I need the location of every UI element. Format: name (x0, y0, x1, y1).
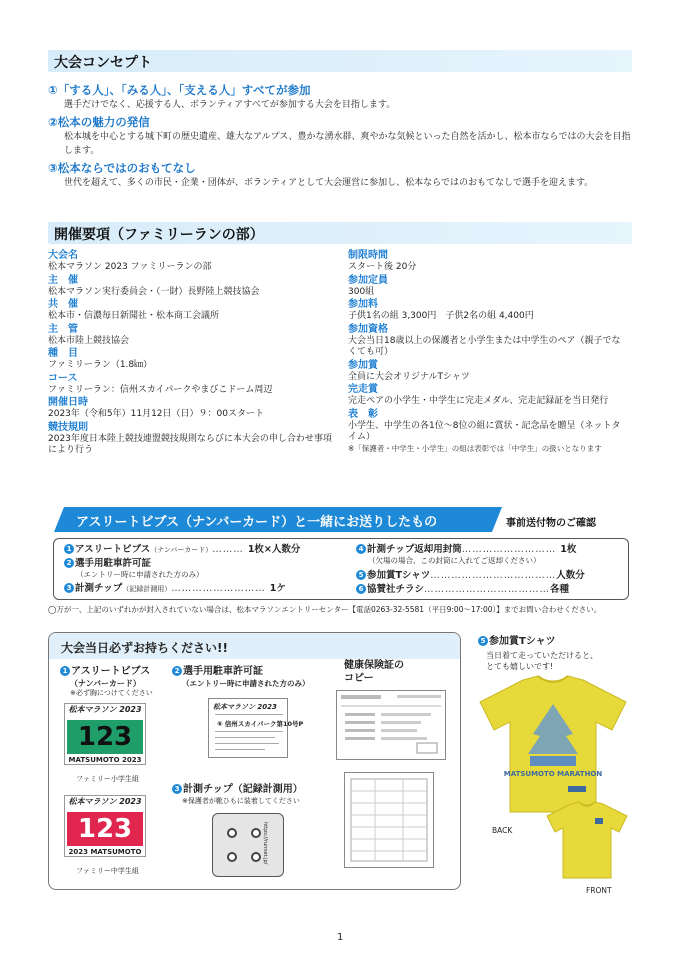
bib-card-number: 123 (67, 812, 143, 846)
bib-card-header: 松本マラソン 2023 (68, 797, 142, 806)
chip-hole (251, 828, 261, 838)
concept-item-3 (48, 160, 638, 190)
field-value: 2023年度日本陸上競技連盟競技規則ならびに本大会の申し合わせ事項により行う (48, 433, 332, 455)
outline-left-column (48, 250, 338, 458)
bib-card-elementary-caption: ファミリー小学生組 (76, 775, 139, 783)
field-value: 完走ペアの小学生・中学生に完走メダル、完走記録証を当日発行 (348, 396, 609, 406)
field-rules (48, 422, 338, 457)
field-value: 小学生、中学生の各1位〜8位の組に賞状・記念品を贈呈（ネットタイム） (348, 420, 621, 442)
number-badge: 1 (60, 666, 70, 676)
field-note: ※「保護者・中学生・小学生」の組は表彰では「中学生」の扱いとなります (348, 443, 602, 453)
bring-insurance-title-2: コピー (344, 673, 374, 684)
permit-header: 松本マラソン 2023 (213, 703, 277, 711)
outline-heading: 開催要項（ファミリーランの部） (54, 227, 264, 243)
leader-dots: ……………………………… (424, 584, 551, 595)
permit-line (215, 749, 265, 750)
bib-card-number: 123 (67, 720, 143, 754)
field-participation-prize (348, 360, 638, 384)
bring-bib-title-2: （ナンバーカード） (70, 679, 141, 688)
number-badge: 6 (356, 584, 366, 594)
permit-place: ⑥ 信州スカイパーク第10号P (217, 720, 304, 728)
bib-item-name: 計測チップ (75, 583, 123, 594)
field-label: 種 目 (48, 348, 78, 359)
bib-heading: アスリートビブス（ナンバーカード）と一緒にお送りしたもの (76, 515, 438, 530)
bib-card-junior-high-caption: ファミリー中学生組 (76, 867, 139, 875)
field-value: 300組 (348, 286, 375, 297)
bring-heading: 大会当日必ずお持ちください!! (61, 641, 228, 655)
bib-item-name: 協賛社チラシ (367, 584, 425, 595)
field-value: 松本市・信濃毎日新聞社・松本商工会議所 (48, 311, 220, 321)
bib-item-qty: 1枚 (560, 544, 577, 555)
concept-body-1: 選手だけでなく、応援する人、ボランティアすべてが参加する大会を目指します。 (64, 100, 396, 110)
bring-permit-title: 2 選手用駐車許可証 (172, 666, 263, 678)
tshirt-front-image (545, 800, 629, 880)
field-label: 大会名 (48, 250, 78, 261)
field-label: 共 催 (48, 299, 78, 310)
tshirt-print: MATSUMOTO MARATHON (503, 770, 603, 778)
concept-item-2 (48, 114, 638, 158)
number-badge: 2 (64, 558, 74, 568)
permit-line (215, 737, 275, 738)
leader-dots: ……………………… (461, 544, 561, 555)
insurance-card-image (336, 690, 446, 760)
chip-hole (227, 828, 237, 838)
bib-item-4-sub: （欠場の場合、この封筒に入れてご返却ください） (368, 556, 541, 565)
field-date (48, 397, 338, 421)
bib-item-qty: 1枚×人数分 (247, 544, 301, 555)
field-value: 子供1名の組 3,300円 子供2名の組 4,400円 (348, 311, 534, 321)
concept-body-3: 世代を超えて、多くの市民・企業・団体が、ボランティアとして大会運営に参加し、松本ならではのおもてなしで選手を迎えます。 (64, 178, 594, 188)
contact-footnote: ◯万が一、上記のいずれかが封入されていない場合は、松本マラソンエントリーセンター【電話0263-32-5581（平日9:00〜17:00）】までお問い合わせください。 (48, 605, 602, 614)
number-badge: 2 (172, 666, 182, 676)
field-value: 松本マラソン 2023 ファミリーランの部 (48, 262, 212, 272)
field-time-limit (348, 250, 638, 274)
bib-item-1 (64, 544, 300, 556)
field-management (48, 324, 338, 348)
field-capacity (348, 275, 638, 299)
bib-item-name: 計測チップ返却用封筒 (367, 544, 462, 555)
number-badge: 3 (64, 583, 74, 593)
tshirt-desc-2: とても嬉しいです! (486, 662, 554, 671)
field-label: 完走賞 (348, 384, 378, 395)
bring-chip-note: ※保護者が靴ひもに装着してください (182, 797, 300, 805)
concept-heading: 大会コンセプト (54, 55, 152, 71)
field-co-organizer (48, 299, 338, 323)
number-badge: 4 (356, 544, 366, 554)
field-organizer (48, 275, 338, 299)
bib-item-name: アスリートビブス (75, 544, 151, 555)
concept-title-2: 松本の魅力の発信 (57, 115, 150, 129)
bib-item-2 (64, 558, 151, 570)
field-label: 参加資格 (348, 323, 388, 335)
permit-line (215, 743, 279, 744)
tshirt-desc-1: 当日着て走っていただけると、 (486, 651, 598, 660)
bring-chip-title: 3 計測チップ（記録計測用） (172, 784, 303, 796)
bring-insurance-title: 健康保険証の (344, 660, 404, 671)
bib-item-5 (356, 570, 585, 582)
field-value: ファミリーラン（1.8㎞） (48, 360, 153, 370)
bring-permit-note: （エントリー時に申請された方のみ） (182, 679, 310, 688)
field-value: 大会当日18歳以上の保護者と小学生または中学生のペア（親子でなくても可） (348, 335, 621, 357)
field-value: 全員に大会オリジナルTシャツ (348, 371, 470, 382)
field-label: 競技規則 (48, 421, 88, 433)
page-number: 1 (337, 932, 344, 943)
field-value: スタート後 20分 (348, 262, 417, 272)
field-label: 制限時間 (348, 250, 388, 261)
insurance-form-lines (345, 773, 433, 867)
leader-dots: ……… (212, 544, 248, 555)
bib-card-footer: 2023 MATSUMOTO (68, 848, 142, 856)
concept-title-1: 「する人」、「みる人」、「支える人」すべてが参加 (57, 83, 311, 97)
insurance-form-image (344, 772, 434, 868)
tshirt-back-label: BACK (492, 826, 513, 835)
number-badge: 1 (64, 544, 74, 554)
tshirt-title: 5 参加賞Tシャツ (478, 636, 556, 648)
bib-item-4 (356, 544, 576, 556)
field-label: 主 管 (48, 323, 78, 335)
field-label: 参加定員 (348, 274, 388, 286)
bib-item-2-sub: （エントリー時に申請された方のみ） (76, 570, 204, 579)
field-value: 松本市陸上競技協会 (48, 335, 130, 346)
field-eligibility (348, 324, 638, 359)
bib-item-name: 参加賞Tシャツ (367, 570, 431, 581)
bring-bib-note: ※必ず胸につけてください (70, 689, 153, 697)
field-finisher-prize (348, 384, 638, 408)
chip-hole (227, 852, 237, 862)
bib-item-qty: 各種 (550, 584, 570, 595)
field-value: 松本マラソン実行委員会・（一財）長野陸上競技協会 (48, 286, 260, 297)
leader-dots: ……………………………… (430, 570, 557, 581)
bib-card-elementary (64, 703, 146, 765)
bring-heading-bar (49, 633, 461, 659)
number-badge: 5 (478, 636, 488, 646)
field-event-name (48, 250, 338, 274)
concept-heading-bar (48, 50, 632, 72)
outline-heading-bar (48, 222, 632, 244)
field-label: コース (48, 372, 78, 384)
outline-right-column (348, 250, 638, 455)
number-badge: 3 (172, 784, 182, 794)
tshirt-back-image (478, 674, 628, 814)
bib-item-6 (356, 584, 569, 596)
field-value: ファミリーラン：信州スカイパークやまびこドーム周辺 (48, 384, 273, 395)
bib-item-qty: 人数分 (556, 570, 585, 581)
bib-item-3 (64, 583, 286, 595)
field-course (48, 373, 338, 397)
parking-permit-image (208, 698, 304, 758)
chip-url: https://runnet.jp/ (262, 822, 268, 865)
concept-num-1: ① (48, 83, 58, 97)
bib-item-small: （記録計測用） (122, 585, 172, 593)
concept-title-3: 松本ならではのおもてなし (57, 161, 196, 175)
bib-item-name: 選手用駐車許可証 (75, 558, 152, 569)
leader-dots: ……………………… (171, 583, 270, 594)
bib-subheading: 事前送付物のご確認 (506, 518, 596, 529)
bib-item-small: （ナンバーカード） (150, 546, 213, 554)
insurance-card-lines (337, 691, 445, 759)
bring-bib-title: 1 アスリートビブス (60, 666, 150, 678)
field-label: 開催日時 (48, 397, 88, 408)
concept-body-2: 松本城を中心とする城下町の歴史遺産、雄大なアルプス、豊かな湧水群、爽やかな気候といった自然を活かし、松本市ならではの大会を目指します。 (64, 132, 631, 156)
bib-item-qty: 1ケ (269, 583, 286, 594)
bib-card-header: 松本マラソン 2023 (68, 705, 142, 714)
field-value: 2023年（令和5年）11月12日（日）９：00スタート (48, 409, 264, 419)
field-category (48, 348, 338, 372)
timing-chip-image (212, 813, 284, 877)
field-label: 表 彰 (348, 408, 378, 420)
bib-card-junior-high (64, 795, 146, 857)
concept-num-2: ② (48, 115, 58, 129)
permit-line (215, 714, 283, 715)
field-awards (348, 409, 638, 454)
concept-num-3: ③ (48, 161, 58, 175)
bib-banner (48, 507, 632, 532)
permit-line (215, 731, 283, 732)
chip-hole (251, 852, 261, 862)
tshirt-front-label: FRONT (586, 886, 612, 895)
field-fee (348, 299, 638, 323)
field-label: 主 催 (48, 274, 78, 286)
field-label: 参加賞 (348, 359, 378, 371)
number-badge: 5 (356, 570, 366, 580)
bib-card-footer: MATSUMOTO 2023 (68, 756, 142, 764)
field-label: 参加料 (348, 299, 378, 310)
concept-item-1 (48, 82, 638, 112)
